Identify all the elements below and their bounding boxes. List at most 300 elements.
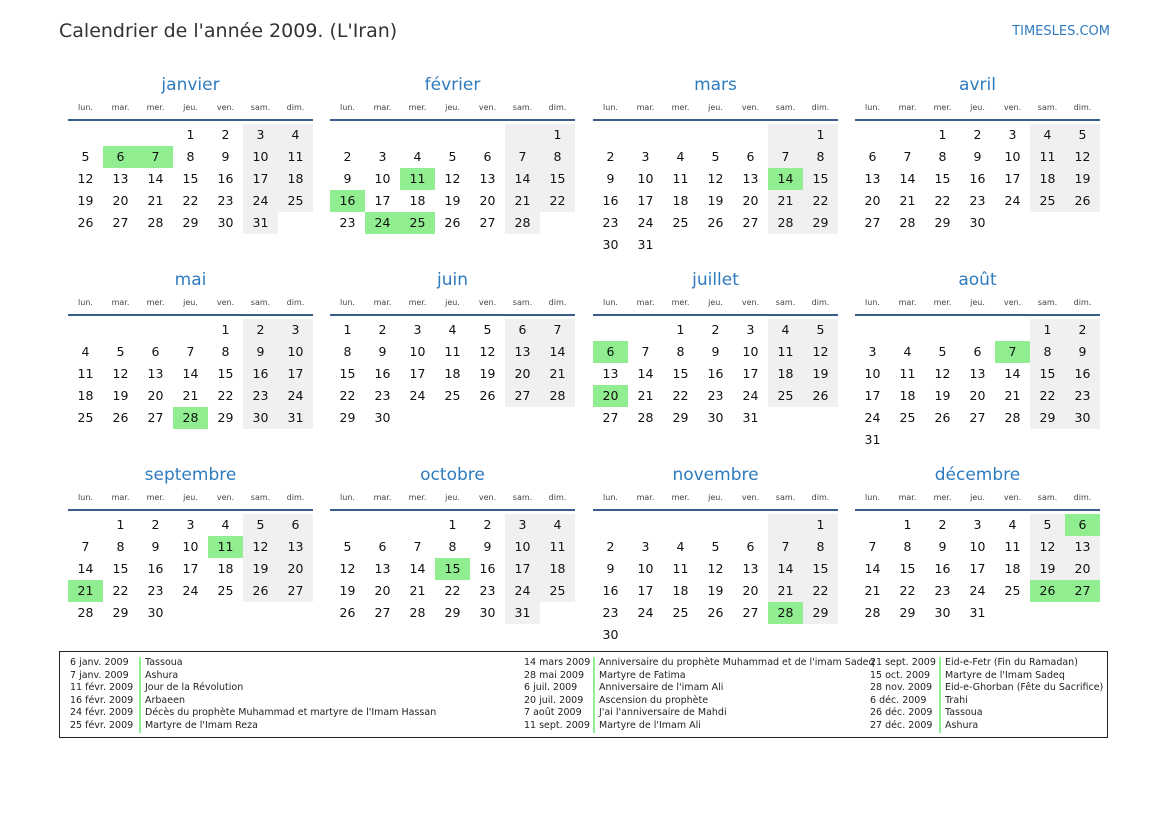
- holiday-day-cell: 6: [103, 146, 138, 168]
- weekday-label: lun.: [865, 298, 880, 307]
- holiday-date: 7 janv. 2009: [70, 670, 141, 683]
- day-cell: 31: [969, 605, 986, 620]
- day-cell: 21: [768, 580, 803, 602]
- day-cell: 12: [934, 366, 951, 381]
- week-row: [330, 558, 575, 580]
- week-row: [68, 536, 313, 558]
- day-cell: 26: [479, 388, 496, 403]
- empty-day-cell: [400, 514, 435, 536]
- day-cell: 10: [278, 341, 313, 363]
- week-row: [855, 407, 1100, 429]
- day-cell: 19: [339, 583, 356, 598]
- day-cell: 22: [672, 388, 689, 403]
- day-cell: 22: [444, 583, 461, 598]
- day-cell: 15: [1030, 363, 1065, 385]
- weekday-label: mar.: [111, 103, 130, 112]
- holiday-date: 20 juil. 2009: [524, 695, 595, 708]
- day-cell: 16: [602, 583, 619, 598]
- day-cell: 3: [505, 514, 540, 536]
- day-cell: 13: [278, 536, 313, 558]
- day-cell: 28: [540, 385, 575, 407]
- day-cell: 4: [278, 124, 313, 146]
- weekday-header: [330, 488, 575, 508]
- empty-day-cell: [995, 319, 1030, 341]
- week-row: [593, 319, 838, 341]
- day-cell: 30: [1065, 407, 1100, 429]
- week-row: [593, 602, 838, 624]
- empty-day-cell: [103, 124, 138, 146]
- week-row: [855, 602, 1100, 624]
- weekday-label: mar.: [898, 493, 917, 502]
- day-cell: 28: [77, 605, 94, 620]
- day-cell: 12: [112, 366, 129, 381]
- day-cell: 18: [899, 388, 916, 403]
- day-cell: 25: [672, 605, 689, 620]
- holiday-name: Eid-e-Ghorban (Fête du Sacrifice): [945, 682, 1104, 694]
- holiday-day-cell: 28: [173, 407, 208, 429]
- week-row: [68, 319, 313, 341]
- day-cell: 3: [641, 149, 650, 164]
- holiday-date: 11 févr. 2009: [70, 682, 141, 695]
- day-cell: 30: [707, 410, 724, 425]
- weekday-label: jeu.: [970, 298, 985, 307]
- weekday-label: lun.: [603, 298, 618, 307]
- weekday-label: ven.: [216, 493, 235, 502]
- day-cell: 25: [1004, 583, 1021, 598]
- day-cell: 17: [374, 193, 391, 208]
- day-cell: 27: [602, 410, 619, 425]
- day-cell: 31: [505, 602, 540, 624]
- holiday-entry: [524, 707, 875, 720]
- day-cell: 9: [483, 539, 492, 554]
- month-name: juillet: [692, 270, 739, 290]
- empty-day-cell: [68, 514, 103, 536]
- day-cell: 15: [803, 558, 838, 580]
- day-cell: 18: [1030, 168, 1065, 190]
- empty-day-cell: [173, 602, 208, 624]
- day-cell: 30: [969, 215, 986, 230]
- day-cell: 29: [672, 410, 689, 425]
- day-cell: 17: [742, 366, 759, 381]
- holiday-date: 11 sept. 2009: [524, 720, 595, 733]
- empty-day-cell: [208, 602, 243, 624]
- weekday-label: dim.: [1073, 298, 1092, 307]
- day-cell: 20: [505, 363, 540, 385]
- day-cell: 3: [278, 319, 313, 341]
- day-cell: 12: [1065, 146, 1100, 168]
- weekday-label: lun.: [603, 103, 618, 112]
- weekday-label: mer.: [408, 493, 427, 502]
- empty-day-cell: [1065, 212, 1100, 234]
- day-cell: 22: [182, 193, 199, 208]
- weekday-label: ven.: [478, 493, 497, 502]
- day-cell: 24: [637, 215, 654, 230]
- empty-day-cell: [890, 319, 925, 341]
- holiday-day-cell: 6: [1065, 514, 1100, 536]
- day-cell: 10: [1004, 149, 1021, 164]
- weekday-label: jeu.: [970, 493, 985, 502]
- week-row: [593, 580, 838, 602]
- weekday-label: dim.: [811, 298, 830, 307]
- holiday-column: [524, 657, 875, 733]
- day-cell: 16: [479, 561, 496, 576]
- day-cell: 28: [1004, 410, 1021, 425]
- week-row: [593, 212, 838, 234]
- empty-day-cell: [173, 319, 208, 341]
- weekday-header: [593, 98, 838, 118]
- day-cell: 7: [81, 539, 90, 554]
- empty-day-cell: [628, 319, 663, 341]
- day-cell: 26: [934, 410, 951, 425]
- month-11: [593, 464, 838, 646]
- day-cell: 28: [505, 212, 540, 234]
- holiday-name: Jour de la Révolution: [145, 682, 244, 694]
- day-cell: 17: [864, 388, 881, 403]
- empty-day-cell: [698, 624, 733, 646]
- empty-day-cell: [995, 429, 1030, 451]
- empty-day-cell: [1030, 212, 1065, 234]
- day-cell: 5: [116, 344, 125, 359]
- day-cell: 13: [1065, 536, 1100, 558]
- weekday-label: lun.: [78, 493, 93, 502]
- day-cell: 10: [243, 146, 278, 168]
- weekday-label: jeu.: [183, 493, 198, 502]
- day-cell: 7: [505, 146, 540, 168]
- weekday-label: dim.: [286, 103, 305, 112]
- day-cell: 11: [77, 366, 94, 381]
- weekday-label: dim.: [548, 298, 567, 307]
- empty-day-cell: [768, 124, 803, 146]
- empty-day-cell: [855, 319, 890, 341]
- day-cell: 28: [864, 605, 881, 620]
- empty-day-cell: [365, 514, 400, 536]
- day-cell: 5: [483, 322, 492, 337]
- month-name: décembre: [934, 465, 1021, 485]
- day-cell: 5: [803, 319, 838, 341]
- holiday-day-cell: 7: [995, 341, 1030, 363]
- day-cell: 8: [343, 344, 352, 359]
- day-cell: 25: [1030, 190, 1065, 212]
- day-cell: 20: [479, 193, 496, 208]
- day-cell: 22: [540, 190, 575, 212]
- weekday-label: jeu.: [708, 103, 723, 112]
- day-cell: 30: [602, 627, 619, 642]
- day-cell: 30: [243, 407, 278, 429]
- day-cell: 8: [448, 539, 457, 554]
- weekday-label: dim.: [286, 298, 305, 307]
- weekday-label: dim.: [1073, 493, 1092, 502]
- week-row: [68, 124, 313, 146]
- day-cell: 23: [969, 193, 986, 208]
- month-10: [330, 464, 575, 624]
- holiday-column: [70, 657, 436, 733]
- day-cell: 20: [147, 388, 164, 403]
- day-cell: 27: [479, 215, 496, 230]
- day-cell: 22: [112, 583, 129, 598]
- day-cell: 24: [864, 410, 881, 425]
- day-cell: 8: [938, 149, 947, 164]
- week-row: [855, 514, 1100, 536]
- weekday-label: mar.: [636, 493, 655, 502]
- day-cell: 25: [217, 583, 234, 598]
- weekday-label: sam.: [775, 103, 796, 112]
- header-rule: [330, 119, 575, 121]
- day-cell: 18: [672, 583, 689, 598]
- day-cell: 2: [378, 322, 387, 337]
- day-cell: 3: [1008, 127, 1017, 142]
- empty-day-cell: [628, 624, 663, 646]
- empty-day-cell: [1030, 429, 1065, 451]
- weekday-header: [330, 98, 575, 118]
- week-row: [855, 341, 1100, 363]
- day-cell: 23: [602, 605, 619, 620]
- day-cell: 7: [768, 146, 803, 168]
- holiday-name: Martyre de l'Imam Sadeq: [945, 669, 1065, 681]
- holiday-name: Martyre de Fatima: [599, 669, 686, 681]
- day-cell: 6: [973, 344, 982, 359]
- day-cell: 1: [803, 514, 838, 536]
- week-row: [68, 602, 313, 624]
- empty-day-cell: [470, 407, 505, 429]
- day-cell: 4: [676, 539, 685, 554]
- week-row: [855, 580, 1100, 602]
- empty-day-cell: [803, 624, 838, 646]
- week-row: [855, 212, 1100, 234]
- day-cell: 24: [243, 190, 278, 212]
- day-cell: 12: [77, 171, 94, 186]
- holiday-name: Décès du prophète Muhammad et martyre de l'Imam Hassan: [145, 707, 437, 719]
- day-cell: 24: [969, 583, 986, 598]
- day-cell: 1: [540, 124, 575, 146]
- empty-day-cell: [698, 514, 733, 536]
- day-cell: 4: [1008, 517, 1017, 532]
- day-cell: 15: [540, 168, 575, 190]
- day-cell: 24: [182, 583, 199, 598]
- day-cell: 25: [444, 388, 461, 403]
- day-cell: 5: [81, 149, 90, 164]
- day-cell: 6: [505, 319, 540, 341]
- week-row: [330, 212, 575, 234]
- day-cell: 19: [803, 363, 838, 385]
- day-cell: 2: [606, 149, 615, 164]
- day-cell: 10: [864, 366, 881, 381]
- day-cell: 1: [448, 517, 457, 532]
- day-cell: 13: [147, 366, 164, 381]
- weekday-label: ven.: [741, 298, 760, 307]
- holiday-entry: [70, 707, 436, 720]
- weekday-label: jeu.: [183, 103, 198, 112]
- day-cell: 3: [413, 322, 422, 337]
- day-cell: 12: [243, 536, 278, 558]
- week-row: [330, 536, 575, 558]
- holiday-name: Ashura: [145, 669, 179, 681]
- day-cell: 7: [186, 344, 195, 359]
- header-rule: [855, 314, 1100, 316]
- weekday-label: mer.: [408, 298, 427, 307]
- weekday-label: dim.: [811, 103, 830, 112]
- weekday-header: [855, 98, 1100, 118]
- day-cell: 4: [540, 514, 575, 536]
- empty-day-cell: [628, 124, 663, 146]
- day-cell: 11: [1004, 539, 1021, 554]
- day-cell: 15: [217, 366, 234, 381]
- day-cell: 26: [77, 215, 94, 230]
- empty-day-cell: [960, 429, 995, 451]
- day-cell: 22: [934, 193, 951, 208]
- week-row: [330, 190, 575, 212]
- week-row: [330, 146, 575, 168]
- weekday-header: [68, 293, 313, 313]
- day-cell: 27: [147, 410, 164, 425]
- weekday-label: mer.: [933, 298, 952, 307]
- header-rule: [330, 509, 575, 511]
- holiday-day-cell: 24: [365, 212, 400, 234]
- holiday-entry: [70, 670, 436, 683]
- weekday-label: mer.: [933, 103, 952, 112]
- empty-day-cell: [663, 624, 698, 646]
- holiday-entry: [524, 670, 875, 683]
- day-cell: 26: [112, 410, 129, 425]
- week-row: [330, 168, 575, 190]
- day-cell: 19: [77, 193, 94, 208]
- weekday-label: mer.: [671, 493, 690, 502]
- day-cell: 20: [278, 558, 313, 580]
- day-cell: 16: [602, 193, 619, 208]
- header-rule: [593, 314, 838, 316]
- day-cell: 22: [217, 388, 234, 403]
- month-name: mai: [174, 270, 207, 290]
- week-row: [855, 429, 1100, 451]
- day-cell: 19: [707, 193, 724, 208]
- weekday-label: lun.: [340, 298, 355, 307]
- day-cell: 19: [112, 388, 129, 403]
- day-cell: 10: [182, 539, 199, 554]
- day-cell: 21: [864, 583, 881, 598]
- day-cell: 16: [1065, 363, 1100, 385]
- weekday-label: mar.: [373, 298, 392, 307]
- weekday-label: dim.: [548, 493, 567, 502]
- day-cell: 6: [278, 514, 313, 536]
- day-cell: 15: [934, 171, 951, 186]
- day-cell: 14: [1004, 366, 1021, 381]
- weekday-label: sam.: [1037, 298, 1058, 307]
- week-row: [330, 385, 575, 407]
- week-row: [593, 514, 838, 536]
- day-cell: 19: [444, 193, 461, 208]
- day-cell: 5: [1065, 124, 1100, 146]
- day-cell: 10: [637, 171, 654, 186]
- day-cell: 17: [1004, 171, 1021, 186]
- site-link[interactable]: TIMESLES.COM: [1012, 24, 1110, 39]
- holiday-date: 6 juil. 2009: [524, 682, 595, 695]
- day-cell: 3: [378, 149, 387, 164]
- empty-day-cell: [505, 124, 540, 146]
- holiday-day-cell: 15: [435, 558, 470, 580]
- day-cell: 24: [278, 385, 313, 407]
- day-cell: 3: [243, 124, 278, 146]
- holiday-day-cell: 7: [138, 146, 173, 168]
- weekday-label: lun.: [78, 103, 93, 112]
- weekday-label: ven.: [741, 103, 760, 112]
- weekday-label: dim.: [1073, 103, 1092, 112]
- weekday-label: ven.: [216, 298, 235, 307]
- day-cell: 23: [374, 388, 391, 403]
- weekday-label: sam.: [775, 298, 796, 307]
- empty-day-cell: [995, 212, 1030, 234]
- weekday-label: mar.: [111, 298, 130, 307]
- empty-day-cell: [768, 234, 803, 256]
- header-rule: [855, 509, 1100, 511]
- day-cell: 24: [637, 605, 654, 620]
- day-cell: 23: [339, 215, 356, 230]
- month-name: mars: [694, 75, 737, 95]
- holiday-name: Martyre de l'Imam Ali: [599, 719, 701, 731]
- empty-day-cell: [505, 407, 540, 429]
- weekday-label: mer.: [671, 103, 690, 112]
- day-cell: 29: [803, 212, 838, 234]
- day-cell: 4: [413, 149, 422, 164]
- day-cell: 23: [147, 583, 164, 598]
- month-5: [68, 269, 313, 429]
- empty-day-cell: [960, 319, 995, 341]
- day-cell: 7: [768, 536, 803, 558]
- day-cell: 21: [540, 363, 575, 385]
- day-cell: 14: [147, 171, 164, 186]
- day-cell: 9: [221, 149, 230, 164]
- day-cell: 29: [934, 215, 951, 230]
- weekday-header: [855, 488, 1100, 508]
- day-cell: 16: [934, 561, 951, 576]
- week-row: [855, 363, 1100, 385]
- empty-day-cell: [663, 124, 698, 146]
- day-cell: 7: [413, 539, 422, 554]
- day-cell: 6: [746, 539, 755, 554]
- header-rule: [68, 314, 313, 316]
- day-cell: 1: [938, 127, 947, 142]
- day-cell: 24: [505, 580, 540, 602]
- day-cell: 18: [540, 558, 575, 580]
- day-cell: 26: [1065, 190, 1100, 212]
- holiday-name: Anniversaire de l'imam Ali: [599, 682, 724, 694]
- holiday-entry: [70, 682, 436, 695]
- weekday-label: mar.: [898, 298, 917, 307]
- weekday-label: jeu.: [445, 298, 460, 307]
- day-cell: 5: [448, 149, 457, 164]
- empty-day-cell: [733, 624, 768, 646]
- day-cell: 7: [641, 344, 650, 359]
- weekday-label: sam.: [512, 298, 533, 307]
- day-cell: 24: [742, 388, 759, 403]
- day-cell: 21: [768, 190, 803, 212]
- day-cell: 5: [711, 539, 720, 554]
- holiday-name: Tassoua: [945, 707, 983, 719]
- holiday-name: Eid-e-Fetr (Fin du Ramadan): [945, 657, 1078, 668]
- header-rule: [855, 119, 1100, 121]
- day-cell: 3: [186, 517, 195, 532]
- day-cell: 11: [444, 344, 461, 359]
- empty-day-cell: [995, 602, 1030, 624]
- day-cell: 14: [864, 561, 881, 576]
- day-cell: 30: [147, 605, 164, 620]
- week-row: [855, 168, 1100, 190]
- empty-day-cell: [1030, 602, 1065, 624]
- month-7: [593, 269, 838, 429]
- day-cell: 22: [899, 583, 916, 598]
- week-row: [593, 190, 838, 212]
- holiday-name: Anniversaire du prophète Muhammad et de l'imam Sadeq: [599, 657, 875, 668]
- weekday-label: sam.: [775, 493, 796, 502]
- week-row: [68, 212, 313, 234]
